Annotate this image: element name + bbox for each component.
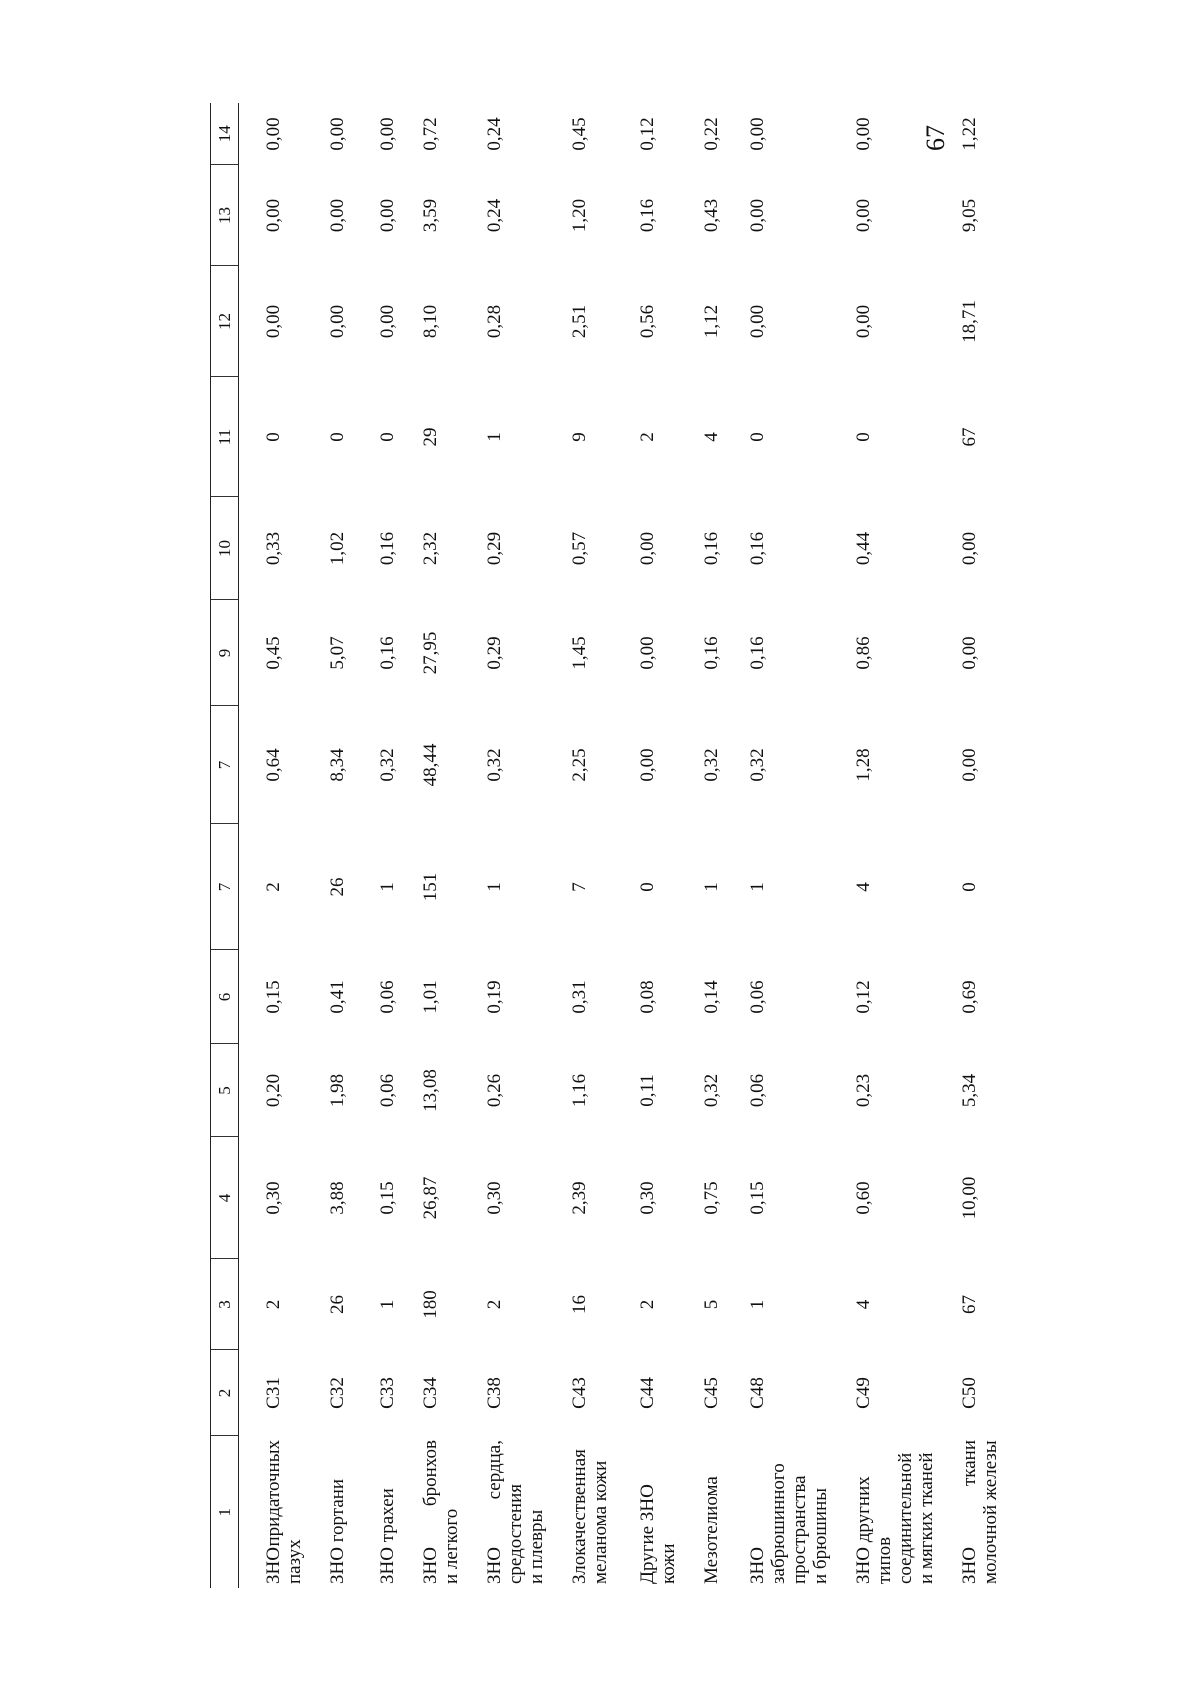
row-label-line xyxy=(747,1440,768,1584)
table-cell: 0,00 xyxy=(747,117,768,151)
table-cell: 9,05 xyxy=(959,198,980,233)
table-cell: С44 xyxy=(637,1377,658,1409)
row-label-line xyxy=(853,1440,895,1584)
table-cell: С31 xyxy=(263,1377,284,1409)
table-cell: 0,31 xyxy=(569,980,590,1014)
table-row xyxy=(462,103,547,1588)
table-cell: 0 xyxy=(637,882,658,892)
column-header: 12 xyxy=(211,266,239,377)
row-label-line xyxy=(526,1440,547,1584)
table-cell: 0,00 xyxy=(959,748,980,782)
table-cell: 0,44 xyxy=(853,531,874,566)
table-cell: 0,00 xyxy=(637,636,658,670)
column-header: 13 xyxy=(211,165,239,266)
column-header: 11 xyxy=(211,377,239,497)
table-cell: 0,30 xyxy=(263,1181,284,1215)
table-cell: 0,00 xyxy=(263,304,284,339)
table-cell: 26 xyxy=(327,1295,348,1314)
table-row xyxy=(305,103,355,1588)
table-row xyxy=(547,103,615,1588)
row-label-word: пространства xyxy=(789,1475,810,1584)
table-cell: 180 xyxy=(420,1290,441,1319)
table-cell: 0,64 xyxy=(263,748,284,782)
table-cell: 1 xyxy=(484,882,505,892)
row-label-line xyxy=(327,1440,348,1584)
table-cell: 1,45 xyxy=(569,636,590,670)
table-cell: 1,01 xyxy=(420,980,441,1014)
row-label-word: средостения xyxy=(505,1483,526,1584)
table-cell: 151 xyxy=(420,872,441,902)
table-cell: 0 xyxy=(959,882,980,892)
table-cell: 0,23 xyxy=(853,1073,874,1108)
table-cell: 1 xyxy=(747,882,768,892)
table-cell: 4 xyxy=(853,882,874,892)
table-cell: С34 xyxy=(420,1377,441,1409)
table-cell: С43 xyxy=(569,1377,590,1409)
table-cell: 0,30 xyxy=(484,1181,505,1215)
column-header: 2 xyxy=(211,1350,239,1436)
row-label-line xyxy=(569,1440,590,1584)
row-label-line xyxy=(484,1440,505,1584)
row-label-word: и легкого xyxy=(441,1508,462,1584)
table-cell: 0,45 xyxy=(569,117,590,151)
table-cell: 0 xyxy=(327,432,348,442)
rotated-table-container xyxy=(210,103,1030,1588)
table-cell: 13,08 xyxy=(420,1069,441,1112)
table-row xyxy=(398,103,462,1588)
row-label-word: и мягких тканей xyxy=(916,1452,937,1584)
table-cell: 0,16 xyxy=(701,531,722,566)
column-header: 7 xyxy=(211,706,239,824)
table-cell: 0,00 xyxy=(959,531,980,566)
table-row xyxy=(615,103,679,1588)
table-cell: С32 xyxy=(327,1377,348,1409)
table-cell: 2,51 xyxy=(569,304,590,339)
table-cell: 0,32 xyxy=(377,748,398,782)
table-cell: 0,75 xyxy=(701,1181,722,1215)
table-cell: 0,15 xyxy=(747,1181,768,1215)
row-label-word: забрюшинного xyxy=(768,1463,789,1584)
row-label-word: Злокачественная xyxy=(569,1449,590,1584)
row-label-word: ЗНО трахеи xyxy=(377,1488,398,1584)
table-cell: 0,00 xyxy=(327,198,348,233)
table-row xyxy=(725,103,831,1588)
table-cell: 0,14 xyxy=(701,980,722,1014)
table-cell: 1,22 xyxy=(959,117,980,151)
row-label-word: молочной железы xyxy=(980,1440,1001,1584)
table-cell: 0,00 xyxy=(327,117,348,151)
column-header: 7 xyxy=(211,824,239,950)
table-cell: 0,00 xyxy=(853,304,874,339)
table-cell: 5,34 xyxy=(959,1073,980,1108)
table-cell: С45 xyxy=(701,1377,722,1409)
table-cell: С33 xyxy=(377,1377,398,1409)
row-label-word: пазух xyxy=(284,1539,305,1584)
table-cell: 0,00 xyxy=(377,198,398,233)
table-cell: 0,15 xyxy=(377,1181,398,1215)
table-cell: 0,00 xyxy=(959,636,980,670)
row-label-word: ЗНО xyxy=(263,1547,284,1584)
row-label-line xyxy=(263,1440,284,1584)
table-cell: 0,32 xyxy=(701,1073,722,1108)
row-label-line xyxy=(284,1440,305,1584)
table-cell: 0,16 xyxy=(377,531,398,566)
table-cell: 18,71 xyxy=(959,300,980,343)
row-label-line xyxy=(980,1440,1001,1584)
table-cell: 0,86 xyxy=(853,636,874,670)
row-label-line xyxy=(789,1440,810,1584)
table-cell: 27,95 xyxy=(420,631,441,675)
table-cell: 0,60 xyxy=(853,1181,874,1215)
table-cell: 2 xyxy=(263,1299,284,1310)
table-cell: 7 xyxy=(569,882,590,892)
row-label-word: ЗНО xyxy=(420,1547,441,1584)
table-cell: 0,32 xyxy=(484,748,505,782)
row-label-line xyxy=(590,1440,611,1584)
table-cell: 9 xyxy=(569,432,590,442)
table-cell: 26,87 xyxy=(420,1176,441,1220)
table-cell: 2,32 xyxy=(420,531,441,566)
column-header: 3 xyxy=(211,1259,239,1350)
table-cell: 67 xyxy=(959,1295,980,1314)
table-cell: 1 xyxy=(377,1299,398,1310)
table-cell: С48 xyxy=(747,1377,768,1409)
table-cell: 0 xyxy=(853,432,874,442)
table-cell: 0,41 xyxy=(327,980,348,1014)
table-cell: 0,12 xyxy=(637,117,658,151)
row-label-line xyxy=(441,1440,462,1584)
column-header: 14 xyxy=(211,103,239,165)
row-label-line xyxy=(768,1440,789,1584)
column-header: 4 xyxy=(211,1137,239,1259)
table-cell: 0,69 xyxy=(959,980,980,1014)
table-cell: 0,72 xyxy=(420,117,441,151)
table-cell: 8,34 xyxy=(327,748,348,782)
column-header: 10 xyxy=(211,497,239,600)
table-cell: 8,10 xyxy=(420,304,441,339)
table-cell: 29 xyxy=(420,427,441,447)
row-label-word: ЗНО другних типов xyxy=(853,1476,895,1584)
table-cell: 0,43 xyxy=(701,198,722,233)
table-cell: 0,19 xyxy=(484,980,505,1014)
row-label-line xyxy=(895,1440,916,1584)
column-header: 5 xyxy=(211,1044,239,1137)
table-row xyxy=(355,103,398,1588)
table-cell: 4 xyxy=(853,1299,874,1310)
table-cell: 0,00 xyxy=(637,748,658,782)
table-cell: 1 xyxy=(484,432,505,442)
row-label xyxy=(355,1436,398,1588)
row-label-line xyxy=(505,1440,526,1584)
row-label-word: ткани xyxy=(959,1440,980,1487)
table-cell: 48,44 xyxy=(420,743,441,787)
row-label-line xyxy=(377,1440,398,1584)
table-cell: 0,29 xyxy=(484,636,505,670)
table-cell: 5,07 xyxy=(327,636,348,670)
row-label-word: ЗНО xyxy=(747,1547,768,1584)
row-label xyxy=(615,1436,679,1588)
table-cell: 3,59 xyxy=(420,198,441,233)
table-cell: 0,16 xyxy=(637,198,658,233)
table-cell: 0,00 xyxy=(637,531,658,566)
table-cell: 0,16 xyxy=(747,531,768,566)
table-cell: 1,20 xyxy=(569,198,590,233)
table-cell: 0,57 xyxy=(569,531,590,566)
table-cell: 0,28 xyxy=(484,304,505,339)
table-cell: 0,00 xyxy=(377,117,398,151)
row-label-line xyxy=(701,1440,722,1584)
table-cell: 0,24 xyxy=(484,117,505,151)
row-label-line xyxy=(420,1440,441,1584)
table-cell: 2,39 xyxy=(569,1181,590,1215)
row-label-word: придаточных xyxy=(263,1440,284,1547)
table-cell: 2,25 xyxy=(569,748,590,782)
table-cell: 0,26 xyxy=(484,1073,505,1108)
table-cell: 67 xyxy=(959,427,980,447)
table-cell: 0,11 xyxy=(637,1074,658,1107)
table-cell: 0,16 xyxy=(747,636,768,670)
table-cell: 1,12 xyxy=(701,304,722,339)
table-cell: С49 xyxy=(853,1377,874,1409)
row-label xyxy=(305,1436,355,1588)
table-cell: 1,28 xyxy=(853,748,874,782)
table-cell: 26 xyxy=(327,877,348,897)
table-cell: 0 xyxy=(747,432,768,442)
table-row xyxy=(831,103,937,1588)
table-cell: 0,00 xyxy=(747,304,768,339)
row-label-word: Мезотелиома xyxy=(701,1476,722,1584)
row-label-line xyxy=(959,1440,980,1584)
table-cell: 0,33 xyxy=(263,531,284,566)
table-cell: 0,45 xyxy=(263,636,284,670)
table-cell: 0,00 xyxy=(263,117,284,151)
table-cell: 0,22 xyxy=(701,117,722,151)
row-label xyxy=(547,1436,615,1588)
table-cell: 1 xyxy=(701,882,722,892)
row-label xyxy=(937,1436,1001,1588)
table-cell: 0,16 xyxy=(701,636,722,670)
row-label-word: ЗНО xyxy=(484,1547,505,1584)
table-cell: 0 xyxy=(377,432,398,442)
table-cell: 16 xyxy=(569,1295,590,1314)
table-cell: 1 xyxy=(747,1299,768,1310)
table-cell: 0,08 xyxy=(637,980,658,1014)
row-label-word: ЗНО xyxy=(959,1547,980,1584)
table-body xyxy=(239,103,1002,1588)
statistics-table xyxy=(210,103,1001,1588)
table-cell: 0,32 xyxy=(747,748,768,782)
table-cell: 5 xyxy=(701,1299,722,1310)
table-cell: 2 xyxy=(263,882,284,892)
header-row xyxy=(211,103,239,1588)
table-cell: 0,20 xyxy=(263,1073,284,1108)
row-label-word: меланома кожи xyxy=(590,1460,611,1584)
table-cell: 0,06 xyxy=(377,980,398,1014)
table-cell: 10,00 xyxy=(959,1176,980,1220)
row-label-line xyxy=(810,1440,831,1584)
row-label-word: бронхов xyxy=(420,1440,441,1507)
table-cell: 0,16 xyxy=(377,636,398,670)
page-number: 67 xyxy=(921,125,950,151)
row-label-word: и брюшины xyxy=(810,1487,831,1584)
row-label-word: и плевры xyxy=(526,1509,547,1584)
row-label-word: Другие ЗНО кожи xyxy=(637,1484,679,1584)
table-row xyxy=(239,103,306,1588)
table-cell: 0,00 xyxy=(853,117,874,151)
table-cell: 0,30 xyxy=(637,1181,658,1215)
table-cell: 0,00 xyxy=(263,198,284,233)
row-label xyxy=(831,1436,937,1588)
column-header: 1 xyxy=(211,1436,239,1588)
table-cell: 0 xyxy=(263,432,284,442)
table-cell: 0,15 xyxy=(263,980,284,1014)
table-cell: 1,98 xyxy=(327,1073,348,1108)
row-label-word: ЗНО гортани xyxy=(327,1478,348,1584)
table-cell: 0,12 xyxy=(853,980,874,1014)
table-cell: 0,06 xyxy=(747,1073,768,1108)
row-label-line xyxy=(916,1440,937,1584)
table-cell: 4 xyxy=(701,432,722,442)
table-cell: 0,00 xyxy=(327,304,348,339)
table-cell: 0,29 xyxy=(484,531,505,566)
table-cell: 1,16 xyxy=(569,1073,590,1108)
table-cell: 0,06 xyxy=(377,1073,398,1108)
row-label-word: сердца, xyxy=(484,1440,505,1500)
column-header: 6 xyxy=(211,950,239,1044)
table-cell: 0,00 xyxy=(747,198,768,233)
row-label xyxy=(679,1436,725,1588)
table-row xyxy=(679,103,725,1588)
table-cell: 1 xyxy=(377,882,398,892)
table-cell: 0,32 xyxy=(701,748,722,782)
table-cell: 0,06 xyxy=(747,980,768,1014)
table-cell: 0,00 xyxy=(853,198,874,233)
row-label xyxy=(462,1436,547,1588)
row-label xyxy=(725,1436,831,1588)
table-cell: 3,88 xyxy=(327,1181,348,1215)
table-cell: 0,56 xyxy=(637,304,658,339)
table-cell: С38 xyxy=(484,1377,505,1409)
row-label-word: соединительной xyxy=(895,1452,916,1584)
table-cell: 1,02 xyxy=(327,531,348,566)
table-cell: 2 xyxy=(637,432,658,442)
table-row xyxy=(937,103,1001,1588)
row-label xyxy=(398,1436,462,1588)
table-cell: С50 xyxy=(959,1377,980,1409)
table-cell: 2 xyxy=(637,1299,658,1310)
row-label-line xyxy=(637,1440,679,1584)
table-cell: 0,24 xyxy=(484,198,505,233)
table-cell: 0,00 xyxy=(377,304,398,339)
table-cell: 2 xyxy=(484,1299,505,1310)
row-label xyxy=(239,1436,306,1588)
column-header: 9 xyxy=(211,600,239,706)
